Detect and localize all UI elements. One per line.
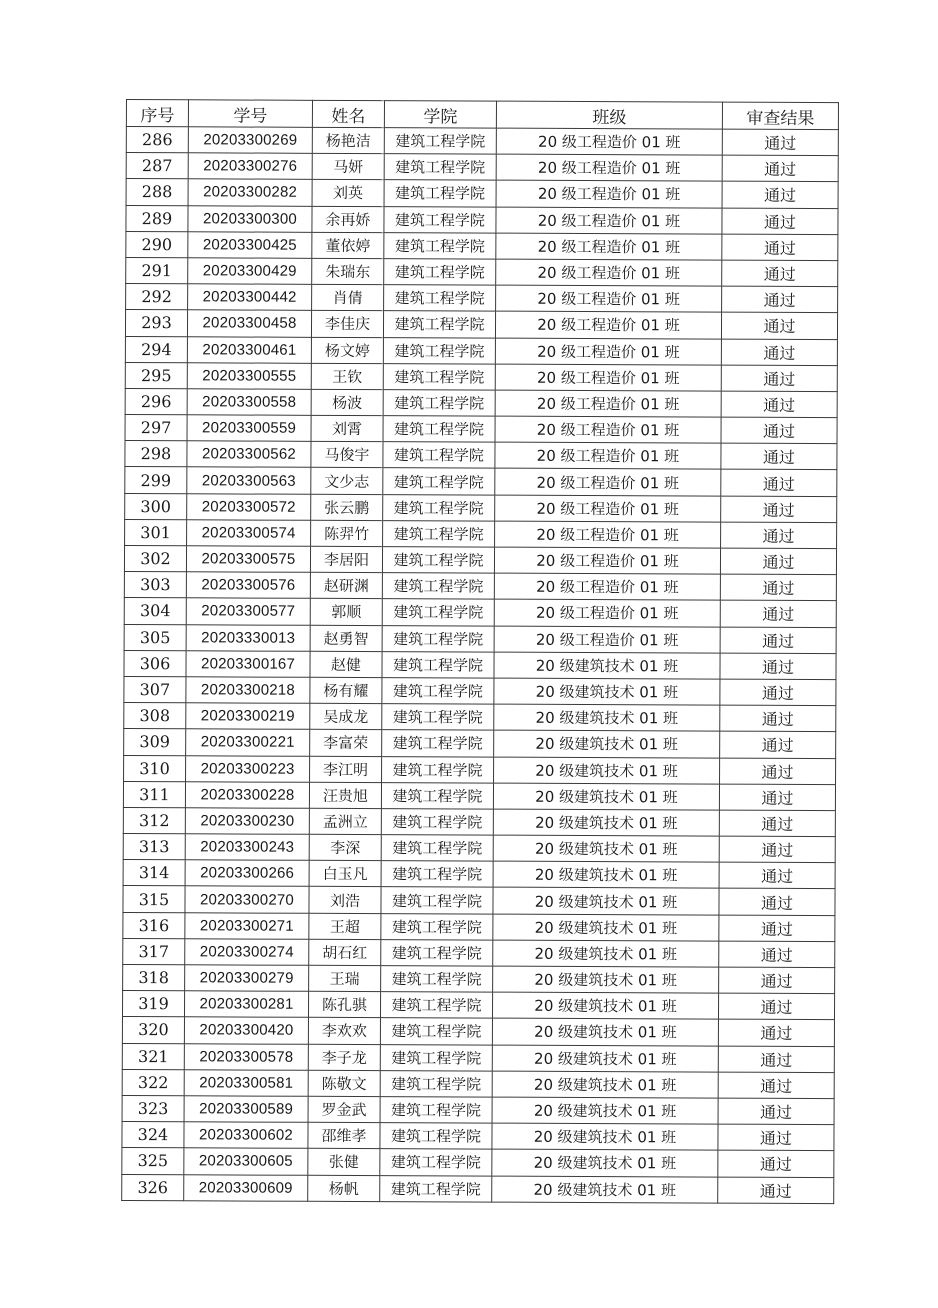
cell-student-id: 20203300300: [188, 205, 312, 232]
cell-result: 通过: [719, 967, 835, 994]
cell-result: 通过: [722, 129, 838, 156]
cell-class: 20 级工程造价 01 班: [495, 311, 721, 338]
cell-name: 胡石红: [309, 939, 381, 966]
table-row: [124, 624, 836, 653]
cell-college: 建筑工程学院: [384, 259, 496, 286]
cell-seq: 318: [123, 964, 185, 990]
cell-name: 马俊宇: [311, 442, 383, 469]
cell-name: 王超: [309, 913, 381, 940]
cell-college: 建筑工程学院: [381, 808, 493, 835]
cell-seq: 301: [125, 519, 187, 545]
table-row: [125, 362, 837, 391]
cell-result: 通过: [718, 1124, 834, 1151]
cell-name: 汪贵旭: [309, 782, 381, 809]
cell-college: 建筑工程学院: [384, 285, 496, 312]
cell-result: 通过: [722, 155, 838, 182]
cell-student-id: 20203300429: [188, 258, 312, 285]
cell-name: 余再娇: [312, 206, 384, 233]
cell-student-id: 20203300223: [186, 755, 310, 782]
cell-college: 建筑工程学院: [380, 1149, 492, 1176]
cell-seq: 308: [124, 703, 186, 729]
cell-result: 通过: [721, 339, 837, 366]
cell-student-id: 20203300271: [185, 912, 309, 939]
review-result-sheet: [121, 99, 838, 1204]
cell-college: 建筑工程学院: [382, 547, 494, 574]
cell-seq: 299: [125, 467, 187, 493]
cell-college: 建筑工程学院: [381, 966, 493, 993]
table-row: [122, 991, 834, 1020]
cell-student-id: 20203300243: [185, 834, 309, 861]
cell-student-id: 20203300574: [187, 520, 311, 547]
cell-result: 通过: [721, 417, 837, 444]
cell-name: 马妍: [312, 154, 384, 181]
cell-name: 李佳庆: [311, 311, 383, 338]
cell-college: 建筑工程学院: [382, 651, 494, 678]
table-row: [125, 493, 837, 522]
cell-college: 建筑工程学院: [383, 468, 495, 495]
cell-name: 陈孔骐: [308, 991, 380, 1018]
cell-college: 建筑工程学院: [383, 311, 495, 338]
cell-seq: 288: [126, 179, 188, 205]
table-row: [126, 127, 838, 156]
cell-student-id: 20203300458: [187, 310, 311, 337]
cell-name: 刘霄: [311, 415, 383, 442]
cell-result: 通过: [718, 1150, 834, 1177]
cell-college: 建筑工程学院: [382, 756, 494, 783]
cell-result: 通过: [720, 705, 836, 732]
cell-result: 通过: [719, 915, 835, 942]
cell-class: 20 级建筑技术 01 班: [493, 966, 719, 993]
table-row: [126, 284, 838, 313]
cell-seq: 310: [124, 755, 186, 781]
table-row: [122, 1122, 834, 1151]
header-result: 审查结果: [722, 102, 838, 130]
cell-college: 建筑工程学院: [380, 1097, 492, 1124]
cell-college: 建筑工程学院: [380, 1018, 492, 1045]
cell-student-id: 20203300578: [184, 1043, 308, 1070]
cell-student-id: 20203300281: [184, 991, 308, 1018]
cell-seq: 326: [122, 1174, 184, 1200]
cell-class: 20 级工程造价 01 班: [495, 390, 721, 417]
cell-student-id: 20203300577: [186, 598, 310, 625]
cell-class: 20 级建筑技术 01 班: [492, 1097, 718, 1124]
cell-student-id: 20203300420: [184, 1017, 308, 1044]
cell-result: 通过: [720, 627, 836, 654]
table-row: [122, 1148, 834, 1177]
cell-name: 赵研渊: [310, 572, 382, 599]
cell-class: 20 级工程造价 01 班: [496, 128, 722, 155]
cell-college: 建筑工程学院: [380, 1070, 492, 1097]
cell-class: 20 级工程造价 01 班: [495, 495, 721, 522]
table-body: [122, 127, 839, 1204]
table-row: [124, 545, 836, 574]
cell-seq: 316: [123, 912, 185, 938]
table-row: [123, 912, 835, 941]
cell-student-id: 20203300442: [188, 284, 312, 311]
cell-seq: 312: [123, 807, 185, 833]
table-row: [125, 467, 837, 496]
cell-student-id: 20203300282: [188, 179, 312, 206]
cell-name: 杨帆: [308, 1175, 380, 1202]
table-row: [126, 257, 838, 286]
cell-college: 建筑工程学院: [383, 520, 495, 547]
cell-student-id: 20203300602: [184, 1122, 308, 1149]
cell-student-id: 20203300558: [187, 389, 311, 416]
cell-result: 通过: [720, 548, 836, 575]
cell-seq: 290: [126, 231, 188, 257]
cell-seq: 315: [123, 886, 185, 912]
cell-result: 通过: [719, 862, 835, 889]
cell-seq: 306: [124, 650, 186, 676]
cell-class: 20 级工程造价 01 班: [496, 207, 722, 234]
cell-student-id: 20203300589: [184, 1096, 308, 1123]
cell-class: 20 级工程造价 01 班: [496, 259, 722, 286]
cell-result: 通过: [719, 784, 835, 811]
cell-seq: 296: [125, 388, 187, 414]
cell-college: 建筑工程学院: [382, 599, 494, 626]
cell-name: 李居阳: [310, 546, 382, 573]
table-row: [125, 519, 837, 548]
cell-result: 通过: [720, 679, 836, 706]
cell-college: 建筑工程学院: [380, 1175, 492, 1202]
cell-student-id: 20203300562: [187, 441, 311, 468]
cell-student-id: 20203300167: [186, 651, 310, 678]
cell-name: 朱瑞东: [312, 258, 384, 285]
table-row: [122, 1017, 834, 1046]
cell-student-id: 20203300572: [187, 493, 311, 520]
cell-student-id: 20203300270: [185, 886, 309, 913]
cell-class: 20 级工程造价 01 班: [494, 573, 720, 600]
cell-college: 建筑工程学院: [384, 206, 496, 233]
cell-seq: 295: [125, 362, 187, 388]
cell-class: 20 级建筑技术 01 班: [492, 1176, 718, 1203]
cell-student-id: 20203300581: [184, 1070, 308, 1097]
cell-class: 20 级工程造价 01 班: [495, 469, 721, 496]
table-row: [124, 729, 836, 758]
cell-name: 肖倩: [312, 284, 384, 311]
cell-class: 20 级工程造价 01 班: [495, 338, 721, 365]
cell-class: 20 级建筑技术 01 班: [493, 888, 719, 915]
cell-seq: 287: [126, 153, 188, 179]
cell-college: 建筑工程学院: [382, 704, 494, 731]
cell-class: 20 级建筑技术 01 班: [494, 730, 720, 757]
table-row: [123, 781, 835, 810]
cell-name: 白玉凡: [309, 861, 381, 888]
cell-class: 20 级工程造价 01 班: [495, 442, 721, 469]
cell-student-id: 20203300230: [185, 808, 309, 835]
cell-college: 建筑工程学院: [380, 1044, 492, 1071]
table-row: [125, 415, 837, 444]
cell-name: 杨波: [311, 389, 383, 416]
cell-student-id: 20203300228: [185, 781, 309, 808]
header-seq: 序号: [126, 100, 188, 127]
table-row: [122, 1174, 834, 1203]
cell-class: 20 级工程造价 01 班: [496, 180, 722, 207]
cell-class: 20 级建筑技术 01 班: [492, 1071, 718, 1098]
cell-class: 20 级建筑技术 01 班: [492, 992, 718, 1019]
cell-seq: 311: [123, 781, 185, 807]
cell-name: 文少志: [311, 468, 383, 495]
cell-student-id: 20203300563: [187, 467, 311, 494]
header-class: 班级: [496, 101, 722, 129]
cell-name: 李子龙: [308, 1044, 380, 1071]
cell-name: 陈羿竹: [311, 520, 383, 547]
cell-result: 通过: [718, 1072, 834, 1099]
cell-college: 建筑工程学院: [380, 1123, 492, 1150]
cell-class: 20 级建筑技术 01 班: [492, 1045, 718, 1072]
cell-name: 张健: [308, 1149, 380, 1176]
cell-class: 20 级建筑技术 01 班: [492, 1149, 718, 1176]
table-row: [124, 650, 836, 679]
table-row: [124, 703, 836, 732]
cell-student-id: 20203300276: [188, 153, 312, 180]
cell-name: 张云鹏: [311, 494, 383, 521]
cell-result: 通过: [720, 574, 836, 601]
cell-result: 通过: [721, 312, 837, 339]
cell-class: 20 级工程造价 01 班: [495, 416, 721, 443]
cell-college: 建筑工程学院: [381, 939, 493, 966]
cell-seq: 294: [125, 336, 187, 362]
cell-class: 20 级工程造价 01 班: [494, 547, 720, 574]
cell-seq: 319: [122, 991, 184, 1017]
cell-student-id: 20203300279: [185, 965, 309, 992]
cell-seq: 322: [122, 1069, 184, 1095]
cell-class: 20 级建筑技术 01 班: [492, 1018, 718, 1045]
cell-name: 王钦: [311, 363, 383, 390]
cell-college: 建筑工程学院: [383, 442, 495, 469]
cell-class: 20 级工程造价 01 班: [496, 154, 722, 181]
cell-student-id: 20203300269: [188, 127, 312, 154]
cell-class: 20 级建筑技术 01 班: [494, 704, 720, 731]
cell-college: 建筑工程学院: [381, 782, 493, 809]
cell-college: 建筑工程学院: [381, 861, 493, 888]
cell-name: 杨有耀: [310, 677, 382, 704]
table-row: [124, 598, 836, 627]
table-row: [122, 1043, 834, 1072]
table-header-row: [126, 100, 838, 130]
cell-result: 通过: [719, 889, 835, 916]
review-result-table: [121, 99, 839, 1204]
cell-student-id: 20203300575: [186, 546, 310, 573]
cell-seq: 297: [125, 415, 187, 441]
cell-college: 建筑工程学院: [383, 363, 495, 390]
table-row: [123, 886, 835, 915]
cell-seq: 300: [125, 493, 187, 519]
cell-student-id: 20203300576: [186, 572, 310, 599]
table-row: [123, 860, 835, 889]
cell-class: 20 级工程造价 01 班: [496, 285, 722, 312]
cell-student-id: 20203300555: [187, 362, 311, 389]
cell-result: 通过: [720, 653, 836, 680]
cell-seq: 320: [122, 1017, 184, 1043]
cell-seq: 325: [122, 1148, 184, 1174]
cell-college: 建筑工程学院: [382, 625, 494, 652]
table-row: [125, 310, 837, 339]
cell-student-id: 20203300425: [188, 232, 312, 259]
cell-name: 杨艳洁: [312, 127, 384, 154]
cell-college: 建筑工程学院: [380, 992, 492, 1019]
cell-name: 罗金武: [308, 1096, 380, 1123]
cell-student-id: 20203300609: [184, 1174, 308, 1201]
cell-class: 20 级建筑技术 01 班: [494, 652, 720, 679]
cell-seq: 305: [124, 624, 186, 650]
cell-name: 李江明: [310, 756, 382, 783]
cell-college: 建筑工程学院: [384, 232, 496, 259]
table-row: [124, 676, 836, 705]
cell-seq: 313: [123, 834, 185, 860]
cell-result: 通过: [721, 470, 837, 497]
cell-college: 建筑工程学院: [381, 835, 493, 862]
cell-result: 通过: [720, 600, 836, 627]
cell-class: 20 级建筑技术 01 班: [493, 835, 719, 862]
cell-seq: 304: [124, 598, 186, 624]
table-row: [124, 572, 836, 601]
cell-student-id: 20203330013: [186, 624, 310, 651]
cell-result: 通过: [719, 810, 835, 837]
cell-student-id: 20203300274: [185, 939, 309, 966]
cell-name: 刘浩: [309, 887, 381, 914]
cell-class: 20 级建筑技术 01 班: [494, 678, 720, 705]
table-row: [122, 1069, 834, 1098]
table-row: [126, 153, 838, 182]
cell-name: 孟洲立: [309, 808, 381, 835]
table-row: [126, 179, 838, 208]
header-student-id: 学号: [188, 100, 312, 128]
cell-college: 建筑工程学院: [384, 180, 496, 207]
cell-college: 建筑工程学院: [383, 416, 495, 443]
cell-name: 陈敬文: [308, 1070, 380, 1097]
cell-class: 20 级建筑技术 01 班: [493, 809, 719, 836]
cell-class: 20 级工程造价 01 班: [494, 626, 720, 653]
cell-name: 吴成龙: [310, 703, 382, 730]
table-row: [125, 336, 837, 365]
table-row: [126, 205, 838, 234]
cell-college: 建筑工程学院: [384, 128, 496, 155]
cell-seq: 317: [123, 938, 185, 964]
cell-class: 20 级工程造价 01 班: [494, 599, 720, 626]
cell-class: 20 级建筑技术 01 班: [493, 783, 719, 810]
cell-name: 李深: [309, 834, 381, 861]
cell-result: 通过: [718, 993, 834, 1020]
cell-seq: 309: [124, 729, 186, 755]
table-row: [124, 755, 836, 784]
cell-result: 通过: [722, 260, 838, 287]
table-row: [123, 834, 835, 863]
cell-student-id: 20203300605: [184, 1148, 308, 1175]
cell-seq: 289: [126, 205, 188, 231]
cell-seq: 321: [122, 1043, 184, 1069]
cell-result: 通过: [722, 181, 838, 208]
cell-name: 赵勇智: [310, 625, 382, 652]
cell-student-id: 20203300219: [186, 703, 310, 730]
cell-name: 李富荣: [310, 730, 382, 757]
cell-class: 20 级工程造价 01 班: [495, 364, 721, 391]
cell-result: 通过: [720, 758, 836, 785]
cell-result: 通过: [722, 208, 838, 235]
cell-seq: 324: [122, 1122, 184, 1148]
cell-result: 通过: [721, 365, 837, 392]
cell-student-id: 20203300218: [186, 677, 310, 704]
cell-seq: 302: [124, 545, 186, 571]
table-row: [123, 964, 835, 993]
cell-class: 20 级建筑技术 01 班: [493, 861, 719, 888]
table-row: [126, 231, 838, 260]
table-row: [123, 938, 835, 967]
cell-college: 建筑工程学院: [381, 887, 493, 914]
cell-college: 建筑工程学院: [384, 154, 496, 181]
cell-result: 通过: [718, 1046, 834, 1073]
cell-college: 建筑工程学院: [383, 494, 495, 521]
cell-seq: 323: [122, 1095, 184, 1121]
cell-college: 建筑工程学院: [383, 390, 495, 417]
cell-college: 建筑工程学院: [382, 730, 494, 757]
cell-college: 建筑工程学院: [382, 573, 494, 600]
cell-result: 通过: [720, 731, 836, 758]
cell-student-id: 20203300461: [187, 336, 311, 363]
cell-result: 通过: [721, 496, 837, 523]
cell-seq: 286: [126, 127, 188, 153]
cell-class: 20 级工程造价 01 班: [495, 521, 721, 548]
cell-college: 建筑工程学院: [382, 678, 494, 705]
cell-result: 通过: [722, 234, 838, 261]
cell-class: 20 级建筑技术 01 班: [493, 914, 719, 941]
cell-result: 通过: [719, 941, 835, 968]
cell-seq: 307: [124, 676, 186, 702]
cell-student-id: 20203300221: [186, 729, 310, 756]
cell-name: 刘英: [312, 180, 384, 207]
cell-name: 赵健: [310, 651, 382, 678]
cell-name: 杨文婷: [311, 337, 383, 364]
cell-name: 郭顺: [310, 599, 382, 626]
cell-seq: 303: [124, 572, 186, 598]
cell-seq: 314: [123, 860, 185, 886]
cell-result: 通过: [721, 522, 837, 549]
cell-college: 建筑工程学院: [383, 337, 495, 364]
header-college: 学院: [384, 101, 496, 128]
cell-name: 李欢欢: [308, 1018, 380, 1045]
cell-name: 邵维孝: [308, 1122, 380, 1149]
cell-name: 董依婷: [312, 232, 384, 259]
table-row: [123, 807, 835, 836]
cell-seq: 292: [126, 284, 188, 310]
cell-result: 通过: [718, 1177, 834, 1204]
table-row: [125, 388, 837, 417]
cell-result: 通过: [719, 836, 835, 863]
cell-result: 通过: [718, 1019, 834, 1046]
cell-name: 王瑞: [309, 965, 381, 992]
table-row: [122, 1095, 834, 1124]
cell-class: 20 级工程造价 01 班: [496, 233, 722, 260]
table-row: [125, 441, 837, 470]
cell-student-id: 20203300559: [187, 415, 311, 442]
cell-college: 建筑工程学院: [381, 913, 493, 940]
cell-result: 通过: [721, 391, 837, 418]
cell-class: 20 级建筑技术 01 班: [493, 940, 719, 967]
cell-class: 20 级建筑技术 01 班: [494, 757, 720, 784]
cell-student-id: 20203300266: [185, 860, 309, 887]
cell-seq: 291: [126, 257, 188, 283]
cell-seq: 293: [125, 310, 187, 336]
cell-class: 20 级建筑技术 01 班: [492, 1123, 718, 1150]
header-name: 姓名: [312, 100, 384, 127]
cell-seq: 298: [125, 441, 187, 467]
cell-result: 通过: [722, 286, 838, 313]
cell-result: 通过: [718, 1098, 834, 1125]
cell-result: 通过: [721, 443, 837, 470]
